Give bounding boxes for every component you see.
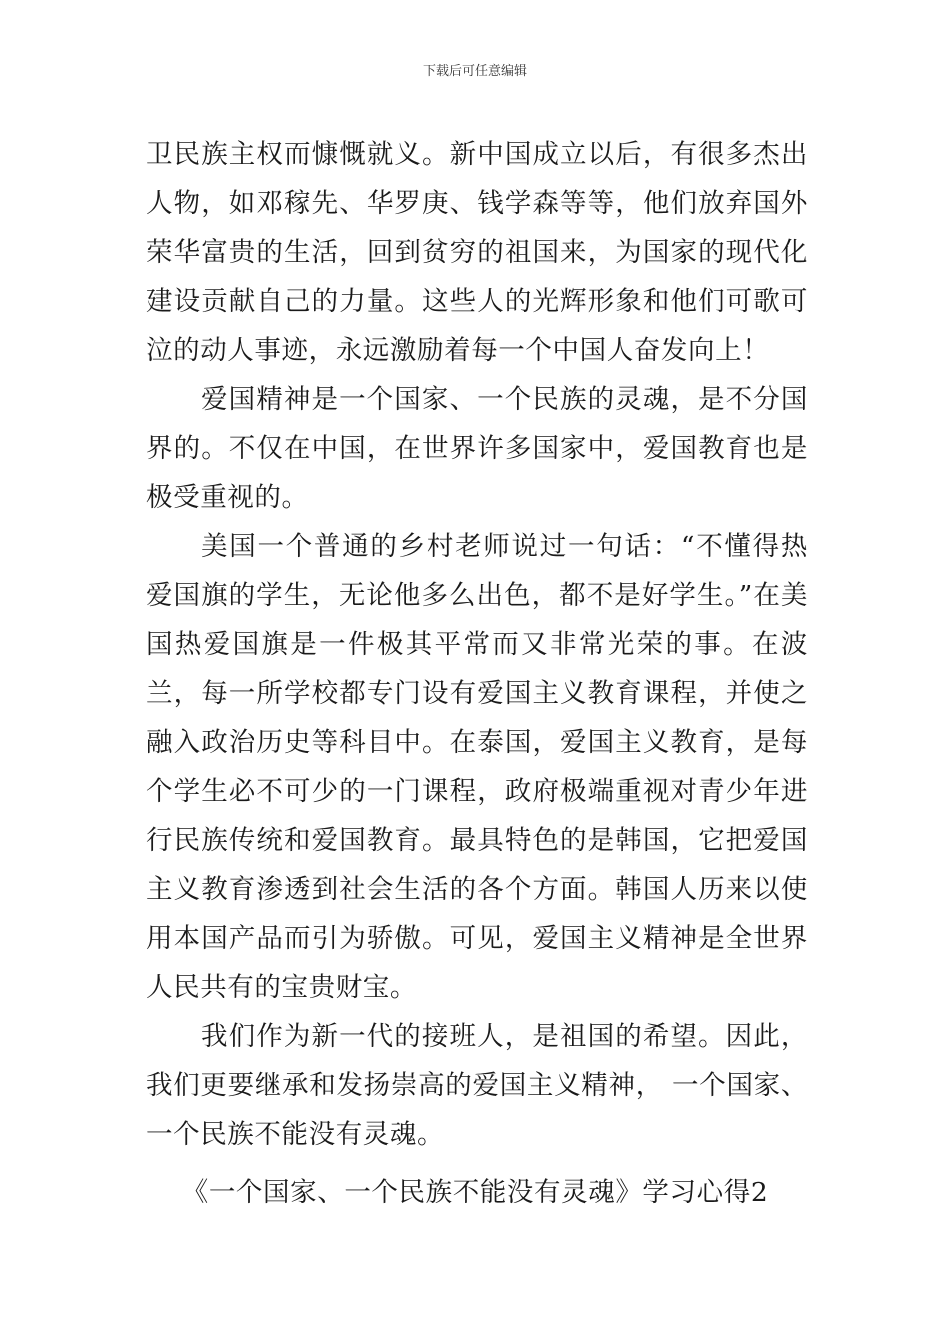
page-header: 下载后可任意编辑 (422, 64, 527, 79)
paragraph-conclusion: 我们作为新一代的接班人，是祖国的希望。因此，我们更要继承和发扬崇高的爱国主义精神， 一个国家、一个民族不能没有灵魂。 (146, 1021, 808, 1150)
paragraph-continued: 卫民族主权而慷慨就义。新中国成立以后，有很多杰出人物，如邓稼先、华罗庚、钱学森等等，他们放弃国外荣华富贵的生活，回到贫穷的祖国来，为国家的现代化建设贡献自己的力量。这些人的光辉形象和他们可歌可泣的动人事迹，永远激励着每一个中国人奋发向上！ (146, 139, 808, 366)
section-title: 《一个国家、一个民族不能没有灵魂》学习心得2 (181, 1177, 769, 1208)
document-body (146, 130, 808, 1159)
paragraph-world-examples: 美国一个普通的乡村老师说过一句话：“不懂得热爱国旗的学生，无论他多么出色，都不是好学生。”在美国热爱国旗是一件极其平常而又非常光荣的事。在波兰，每一所学校都专门设有爱国主义教育课程，并使之融入政治历史等科目中。在泰国，爱国主义教育，是每个学生必不可少的一门课程，政府极端重视对青少年进行民族传统和爱国教育。最具特色的是韩国，它把爱国主义教育渗透到社会生活的各个方面。韩国人历来以使用本国产品而引为骄傲。可见，爱国主义精神是全世界人民共有的宝贵财宝。 (146, 531, 808, 1003)
paragraph-patriotism-spirit: 爱国精神是一个国家、一个民族的灵魂，是不分国界的。不仅在中国，在世界许多国家中，爱国教育也是极受重视的。 (146, 384, 808, 513)
